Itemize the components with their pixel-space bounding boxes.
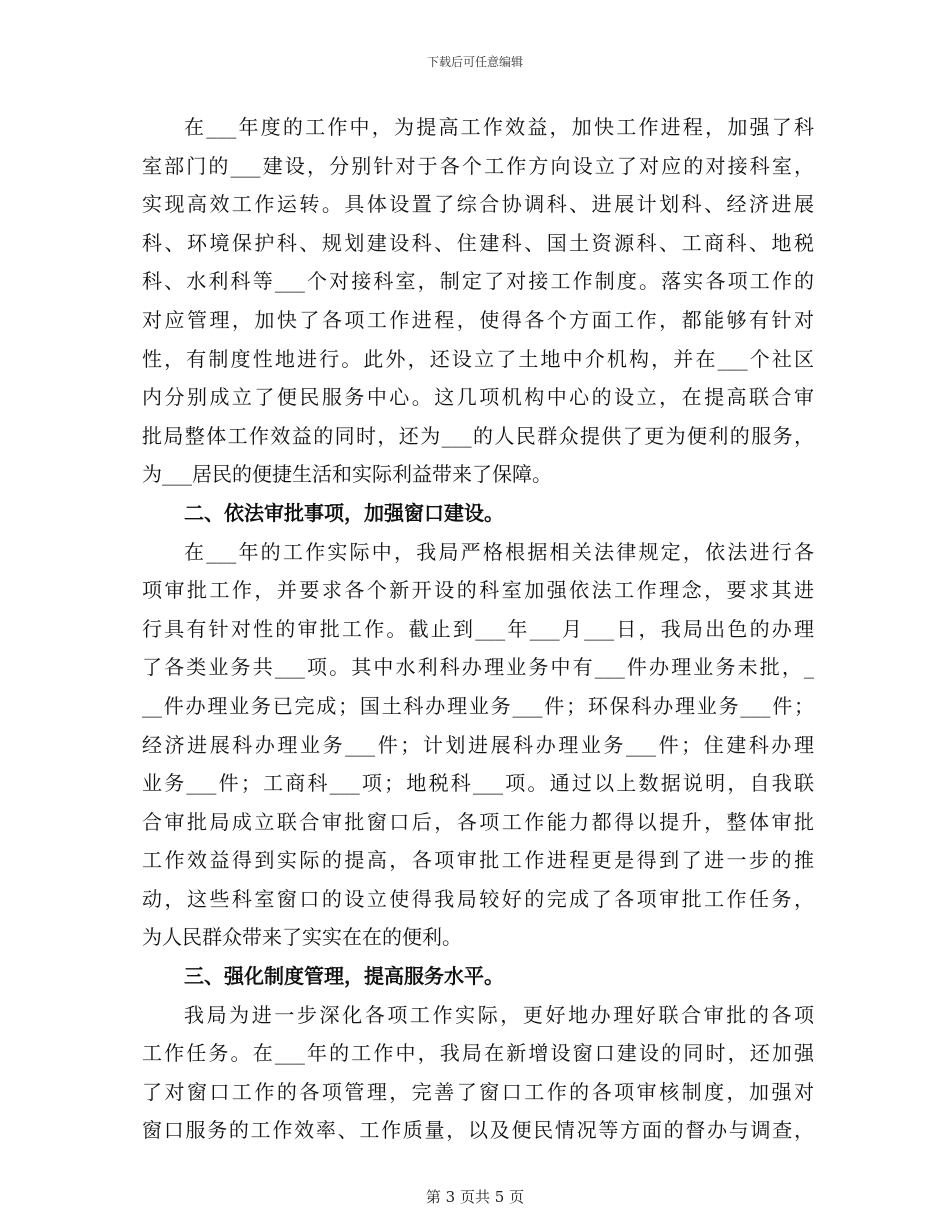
paragraph-line: __件办理业务已完成；国土科办理业务___件；环保科办理业务___件； [142,693,814,718]
paragraph-line: 室部门的___建设，分别针对于各个工作方向设立了对应的对接科室， [142,153,814,178]
paragraph-line: 工作任务。在___年的工作中，我局在新增设窗口建设的同时，还加强 [142,1041,814,1066]
paragraph-line: 了对窗口工作的各项管理，完善了窗口工作的各项审核制度，加强对 [142,1079,814,1104]
paragraph-line: 在___年的工作实际中，我局严格根据相关法律规定，依法进行各 [184,539,814,564]
paragraph-line: 为___居民的便捷生活和实际利益带来了保障。 [142,462,552,487]
page-footer: 第 3 页共 5 页 [425,1188,525,1206]
paragraph-line: 科、水利科等___个对接科室，制定了对接工作制度。落实各项工作的 [142,269,814,294]
paragraph-line: 科、环境保护科、规划建设科、住建科、国土资源科、工商科、地税 [142,230,814,255]
paragraph-line: 内分别成立了便民服务中心。这几项机构中心的设立，在提高联合审 [142,385,814,410]
paragraph-line: 经济进展科办理业务___件；计划进展科办理业务___件；住建科办理 [142,732,814,757]
document-body [142,108,814,1150]
paragraph-line: 实现高效工作运转。具体设置了综合协调科、进展计划科、经济进展 [142,192,814,217]
paragraph-line: 动，这些科室窗口的设立使得我局较好的完成了各项审批工作任务， [142,886,814,911]
paragraph-line: 了各类业务共___项。其中水利科办理业务中有___件办理业务未批，_ [142,655,814,680]
paragraph-line: 批局整体工作效益的同时，还为___的人民群众提供了更为便利的服务， [142,423,814,448]
paragraph-line: 我局为进一步深化各项工作实际，更好地办理好联合审批的各项 [184,1002,814,1027]
paragraph-line: 项审批工作，并要求各个新开设的科室加强依法工作理念，要求其进 [142,578,814,603]
paragraph-line: 业务___件；工商科___项；地税科___项。通过以上数据说明，自我联 [142,771,814,796]
paragraph-line: 行具有针对性的审批工作。截止到___年___月___日，我局出色的办理 [142,616,814,641]
section-heading: 二、依法审批事项，加强窗口建设。 [184,500,504,525]
paragraph-line: 工作效益得到实际的提高，各项审批工作进程更是得到了进一步的推 [142,848,814,873]
paragraph-line: 在___年度的工作中，为提高工作效益，加快工作进程，加强了科 [184,115,814,139]
section-heading: 三、强化制度管理，提高服务水平。 [184,964,504,989]
paragraph-line: 合审批局成立联合审批窗口后，各项工作能力都得以提升，整体审批 [142,809,814,834]
page-header: 下载后可任意编辑 [426,55,523,69]
paragraph-line: 对应管理，加快了各项工作进程，使得各个方面工作，都能够有针对 [142,307,814,332]
paragraph-line: 性，有制度性地进行。此外，还设立了土地中介机构，并在___个社区 [142,346,814,371]
paragraph-line: 窗口服务的工作效率、工作质量，以及便民情况等方面的督办与调查， [142,1118,814,1143]
paragraph-line: 为人民群众带来了实实在在的便利。 [142,925,462,950]
